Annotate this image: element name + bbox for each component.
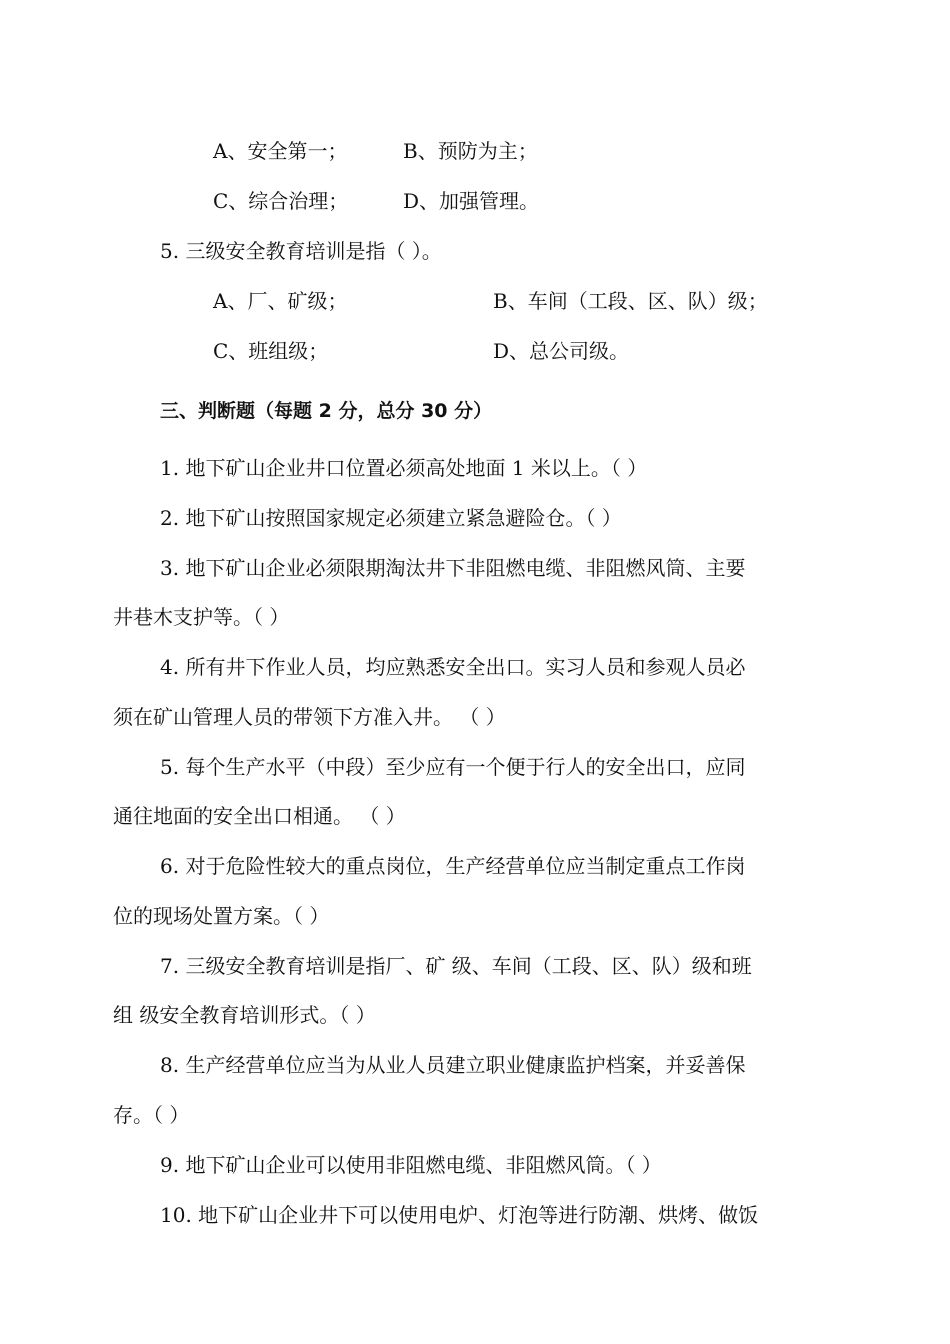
tf-item-7: 7. 三级安全教育培训是指厂、矿 级、车间（工段、区、队）级和班: [160, 954, 752, 978]
tf-item-6-cont: 位的现场处置方案。（ ）: [113, 904, 330, 928]
section-heading: 三、判断题（每题 2 分，总分 30 分）: [160, 400, 493, 422]
q4-option-d: D、加强管理。: [403, 189, 540, 213]
tf-item-5-cont: 通往地面的安全出口相通。 （ ）: [113, 804, 406, 828]
tf-item-4-cont: 须在矿山管理人员的带领下方准入井。 （ ）: [113, 705, 506, 729]
tf-item-8: 8. 生产经营单位应当为从业人员建立职业健康监护档案，并妥善保: [160, 1053, 746, 1077]
tf-item-6: 6. 对于危险性较大的重点岗位，生产经营单位应当制定重点工作岗: [160, 854, 746, 878]
q4-option-a: A、安全第一；: [213, 139, 348, 163]
q5-question: 5. 三级安全教育培训是指（ ）。: [160, 239, 442, 263]
tf-item-5: 5. 每个生产水平（中段）至少应有一个便于行人的安全出口，应同: [160, 755, 746, 779]
tf-item-9: 9. 地下矿山企业可以使用非阻燃电缆、非阻燃风筒。（ ）: [160, 1153, 662, 1177]
tf-item-7-cont: 组 级安全教育培训形式。（ ）: [113, 1003, 376, 1027]
q5-option-a: A、厂、矿级；: [213, 289, 348, 313]
q4-option-b: B、预防为主；: [403, 139, 538, 163]
q4-option-c: C、综合治理；: [213, 189, 349, 213]
tf-item-10: 10. 地下矿山企业井下可以使用电炉、灯泡等进行防潮、烘烤、做饭: [160, 1203, 759, 1227]
tf-item-2: 2. 地下矿山按照国家规定必须建立紧急避险仓。（ ）: [160, 506, 622, 530]
q5-option-b: B、车间（工段、区、队）级；: [493, 289, 768, 313]
tf-item-1: 1. 地下矿山企业井口位置必须高处地面 1 米以上。（ ）: [160, 456, 648, 480]
tf-item-8-cont: 存。（ ）: [113, 1103, 190, 1127]
q5-option-d: D、总公司级。: [493, 339, 630, 363]
tf-item-3: 3. 地下矿山企业必须限期淘汰井下非阻燃电缆、非阻燃风筒、主要: [160, 556, 746, 580]
tf-item-3-cont: 井巷木支护等。（ ）: [113, 605, 290, 629]
tf-item-4: 4. 所有井下作业人员，均应熟悉安全出口。实习人员和参观人员必: [160, 655, 746, 679]
q5-option-c: C、班组级；: [213, 339, 329, 363]
